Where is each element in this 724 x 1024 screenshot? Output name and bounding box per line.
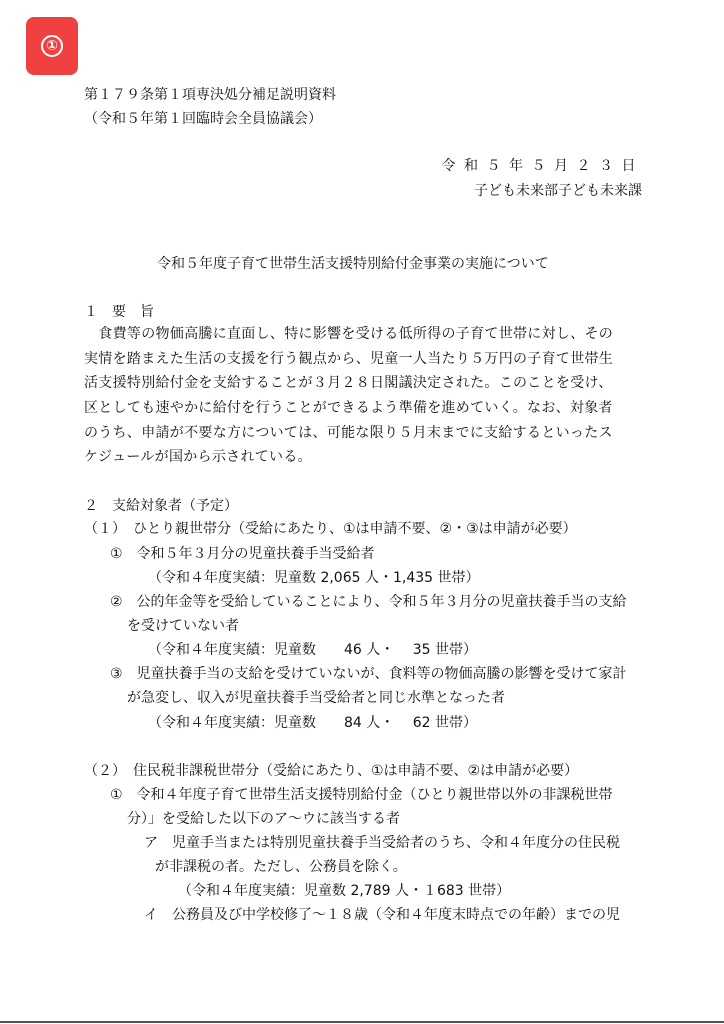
- document-date: 令和５年５月２３日: [441, 158, 644, 174]
- subsection-1-item-3-result: （令和４年度実績：児童数 84 人・ 62 世帯）: [148, 715, 477, 731]
- department-name: 子ども未来部子ども未来課: [474, 183, 642, 199]
- section-1-paragraph-line: のうち、申請が不要な方については、可能な限り５月末までに支給するといったス: [84, 425, 613, 441]
- subsection-2-item-a-continuation: が非課税の者。ただし、公務員を除く。: [155, 859, 407, 875]
- subsection-1-item-2-result: （令和４年度実績：児童数 46 人・ 35 世帯）: [148, 642, 477, 658]
- subsection-1-item-3-continuation: が急変し、収入が児童扶養手当受給者と同じ水準となった者: [127, 690, 505, 706]
- subsection-1-item-3: ③ 児童扶養手当の支給を受けていないが、食料等の物価高騰の影響を受けて家計: [110, 666, 627, 682]
- subsection-2-item-a: ア 児童手当または特別児童扶養手当受給者のうち、令和４年度分の住民税: [144, 835, 620, 851]
- subsection-2-item-i: イ 公務員及び中学校修了～１８歳（令和４年度末時点での年齢）までの児: [144, 907, 620, 923]
- section-1-paragraph-line: ケジュールが国から示されている。: [84, 449, 312, 465]
- document-title: 令和５年度子育て世帯生活支援特別給付金事業の実施について: [157, 256, 549, 272]
- section-1-paragraph-line: 活支援特別給付金を支給することが３月２８日閣議決定された。このことを受け、: [84, 375, 613, 391]
- section-1-paragraph-line: 区としても速やかに給付を行うことができるよう準備を進めていく。なお、対象者: [84, 400, 613, 416]
- page-bottom-edge: [0, 1021, 724, 1023]
- page-number-label: ①: [41, 35, 63, 57]
- document-header-line-1: 第１７９条第１項専決処分補足説明資料: [84, 87, 336, 103]
- section-1-heading: １ 要 旨: [84, 304, 154, 320]
- subsection-1-item-2: ② 公的年金等を受給していることにより、令和５年３月分の児童扶養手当の支給: [110, 594, 627, 610]
- subsection-2-item-1: ① 令和４年度子育て世帯生活支援特別給付金（ひとり親世帯以外の非課税世帯: [110, 787, 613, 803]
- section-1-paragraph-line: 実情を踏まえた生活の支援を行う観点から、児童一人当たり５万円の子育て世帯生: [84, 351, 614, 367]
- subsection-1-item-1-result: （令和４年度実績：児童数 2,065 人・1,435 世帯）: [148, 570, 480, 586]
- subsection-1-item-2-continuation: を受けていない者: [127, 618, 239, 634]
- section-1-paragraph-line: 食費等の物価高騰に直面し、特に影響を受ける低所得の子育て世帯に対し、その: [84, 326, 614, 342]
- subsection-2-item-1-continuation: 分）」を受給した以下のア～ウに該当する者: [127, 811, 400, 827]
- subsection-1-heading: （１） ひとり親世帯分（受給にあたり、①は申請不要、②・③は申請が必要）: [84, 521, 577, 537]
- page-number-badge: [26, 17, 78, 75]
- subsection-2-item-a-result: （令和４年度実績：児童数 2,789 人・１683 世帯）: [178, 883, 511, 899]
- section-2-heading: ２ 支給対象者（予定）: [84, 498, 238, 514]
- document-header-line-2: （令和５年第１回臨時会全員協議会）: [84, 111, 322, 127]
- subsection-1-item-1: ① 令和５年３月分の児童扶養手当受給者: [110, 546, 375, 562]
- subsection-2-heading: （２） 住民税非課税世帯分（受給にあたり、①は申請不要、②は申請が必要）: [84, 763, 579, 779]
